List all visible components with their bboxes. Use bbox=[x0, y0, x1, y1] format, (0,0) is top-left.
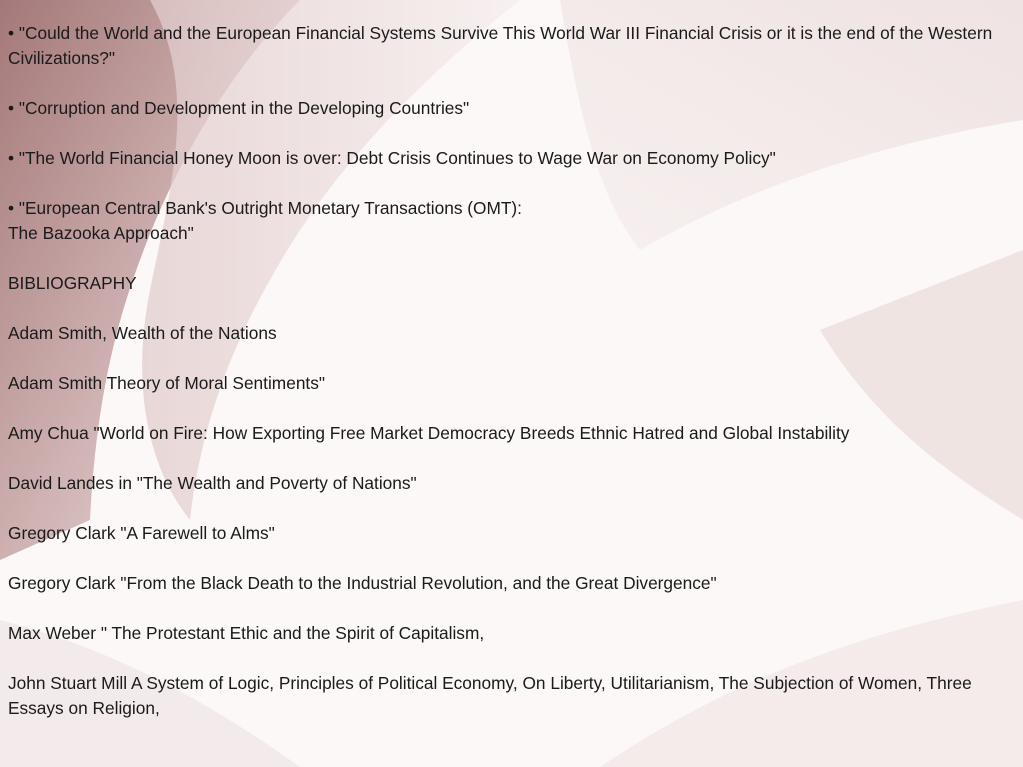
bibliography-entry: David Landes in "The Wealth and Poverty of Nations" bbox=[8, 473, 417, 493]
bullet-item-corruption: • "Corruption and Development in the Developing Countries" bbox=[8, 98, 470, 118]
bibliography-entry: John Stuart Mill A System of Logic, Principles of Political Economy, On Liberty, Utilitarianism, The Subjection of Women, Three Essays on Religion, bbox=[8, 673, 972, 718]
bibliography-entry: Max Weber " The Protestant Ethic and the Spirit of Capitalism, bbox=[8, 623, 485, 643]
bibliography-entry: Gregory Clark "From the Black Death to the Industrial Revolution, and the Great Divergence" bbox=[8, 573, 717, 593]
bibliography-heading: BIBLIOGRAPHY bbox=[8, 273, 137, 293]
bullet-item-ecb-omt-line2: The Bazooka Approach" bbox=[8, 223, 194, 243]
bullet-item-ecb-omt-line1: • "European Central Bank's Outright Monetary Transactions (OMT): bbox=[8, 198, 522, 218]
bibliography-entry: Gregory Clark "A Farewell to Alms" bbox=[8, 523, 275, 543]
bullet-item-ecb-omt bbox=[8, 196, 1016, 246]
bibliography-entry: Adam Smith Theory of Moral Sentiments" bbox=[8, 373, 326, 393]
bibliography-entry: Adam Smith, Wealth of the Nations bbox=[8, 323, 277, 343]
bullet-item-honey-moon: • "The World Financial Honey Moon is over: Debt Crisis Continues to Wage War on Economy Policy" bbox=[8, 148, 776, 168]
bullet-item-world-financial-crisis: • "Could the World and the European Financial Systems Survive This World War III Financial Crisis or it is the end of the Western Civilizations?" bbox=[8, 23, 993, 68]
bibliography-entry: Amy Chua "World on Fire: How Exporting Free Market Democracy Breeds Ethnic Hatred and Global Instability bbox=[8, 423, 850, 443]
slide-content bbox=[8, 21, 1016, 746]
